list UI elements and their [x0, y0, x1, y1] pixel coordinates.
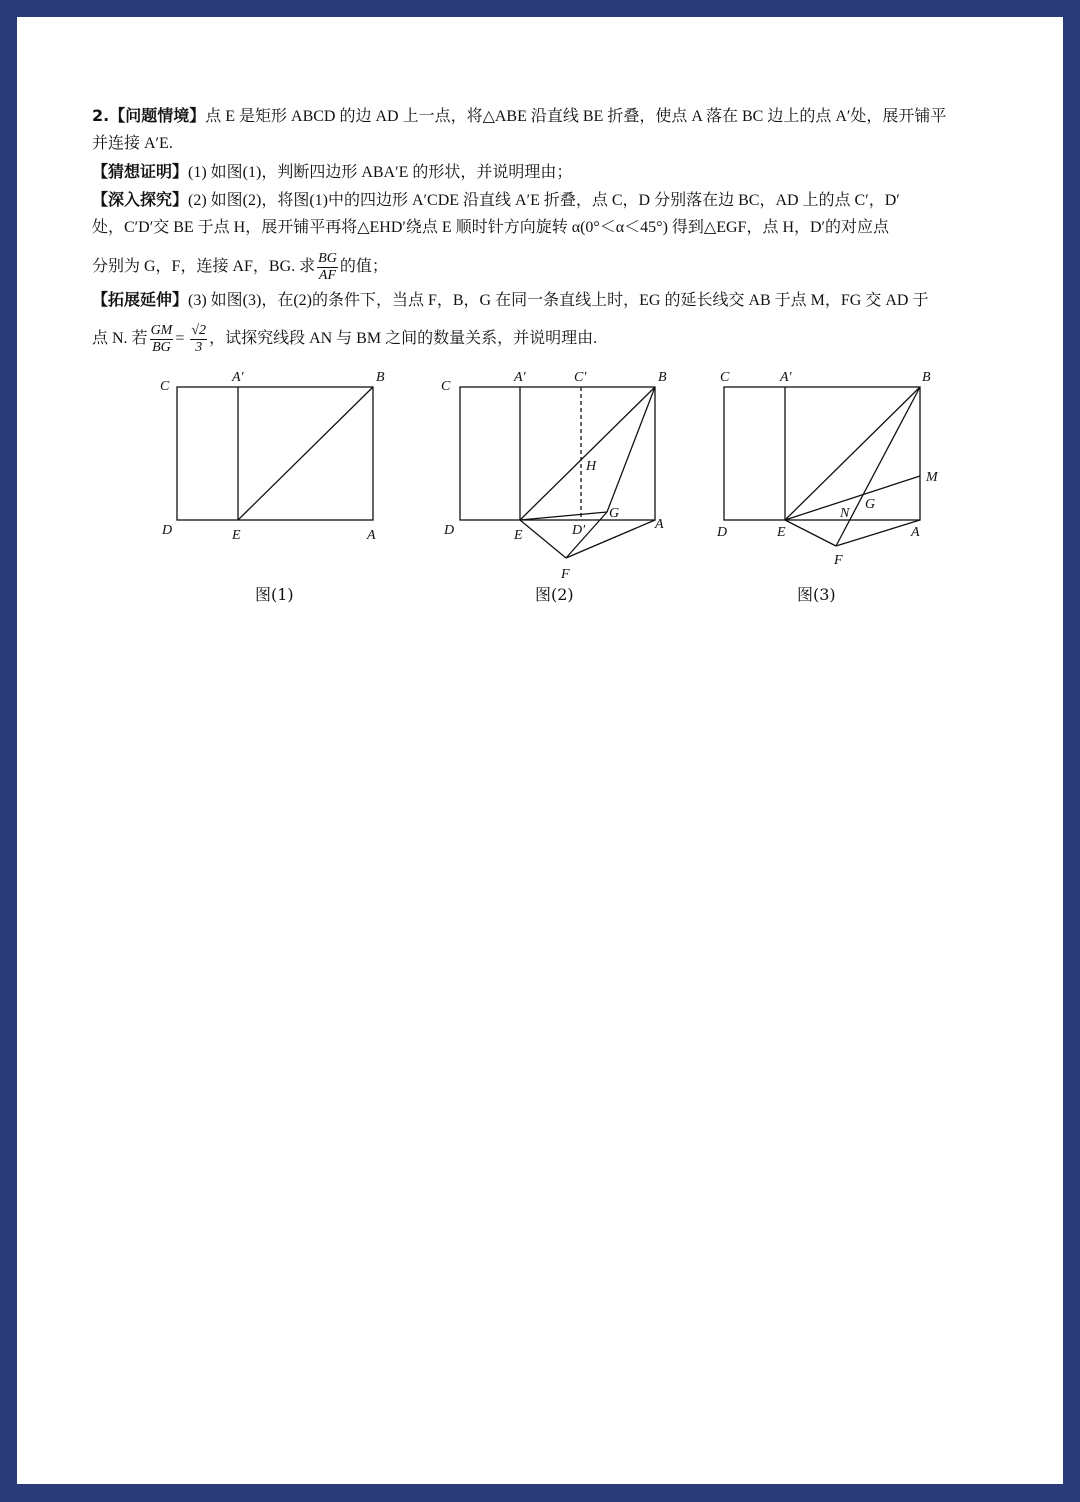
fig2-label-C: C	[441, 379, 451, 394]
figure-3-labels	[716, 370, 939, 568]
fig2-label-F: F	[561, 567, 570, 582]
fig2-segment-eg	[520, 512, 607, 520]
figure-2	[460, 387, 655, 558]
fig3-label-E: E	[777, 525, 786, 540]
figure-1-labels	[160, 370, 385, 543]
figure-3-caption: 图(3)	[797, 585, 836, 604]
context-line-2: 并连接 A′E.	[92, 135, 173, 152]
explore-line-4: 的值；	[339, 258, 388, 275]
fig2-label-C1: C′	[574, 370, 587, 385]
fig2-label-D1: D′	[572, 523, 586, 538]
fig3-label-G: G	[865, 497, 876, 512]
fig1-label-A: A	[367, 528, 376, 543]
figure-3	[724, 387, 920, 546]
explore-line-3: 分别为 G，F，连接 AF，BG. 求	[92, 258, 316, 275]
context-line-1: 点 E 是矩形 ABCD 的边 AD 上一点，将△ABE 沿直线 BE 折叠，使点 A 落在 BC 边上的点 A′处，展开铺平	[205, 108, 947, 125]
fraction-sqrt2-3: $\frac{√2}{3}$	[191, 322, 207, 355]
fig2-label-D: D	[444, 523, 455, 538]
fig2-label-H: H	[586, 459, 597, 474]
extend-line-2: 点 N. 若	[92, 330, 148, 347]
section-tag-extend: 【拓展延伸】	[92, 290, 189, 309]
explore-line-2: 处，C′D′交 BE 于点 H，展开铺平再将△EHD′绕点 E 顺时针方向旋转 α(0°＜α＜45°) 得到△EGF，点 H，D′的对应点	[92, 219, 890, 236]
extend-line-3: ，试探究线段 AN 与 BM 之间的数量关系，并说明理由.	[209, 330, 598, 347]
fig2-label-A: A	[655, 517, 664, 532]
fig2-segment-ef	[520, 520, 566, 558]
fig3-segment-ef	[785, 520, 836, 546]
fig1-label-D: D	[162, 523, 173, 538]
figure-2-labels	[441, 370, 667, 582]
fig3-label-A1: A′	[780, 370, 792, 385]
fig1-label-A1: A′	[232, 370, 244, 385]
section-tag-explore: 【深入探究】	[92, 190, 189, 209]
fig2-label-E: E	[514, 528, 523, 543]
fig1-label-B: B	[376, 370, 385, 385]
fig3-segment-eb	[785, 387, 920, 520]
figure-2-caption: 图(2)	[535, 585, 574, 604]
figure-1-caption: 图(1)	[255, 585, 294, 604]
fig3-rectangle	[724, 387, 920, 520]
fig3-label-M: M	[926, 470, 938, 485]
fig2-label-G: G	[609, 506, 620, 521]
fig2-label-B: B	[658, 370, 667, 385]
problem-number: 2.	[92, 106, 110, 125]
fig3-label-D: D	[717, 525, 728, 540]
fig1-label-E: E	[232, 528, 241, 543]
fig3-label-B: B	[922, 370, 931, 385]
fig3-segment-fb	[836, 387, 920, 546]
fig3-label-F: F	[834, 553, 843, 568]
fig1-rectangle	[177, 387, 373, 520]
fig2-label-A1: A′	[514, 370, 526, 385]
section-tag-conjecture: 【猜想证明】	[92, 162, 189, 181]
fig3-label-A: A	[911, 525, 920, 540]
extend-line-1: (3) 如图(3)，在(2)的条件下，当点 F，B，G 在同一条直线上时，EG 的延长线交 AB 于点 M，FG 交 AD 于	[188, 292, 929, 309]
conjecture-line: (1) 如图(1)，判断四边形 ABA′E 的形状，并说明理由；	[188, 164, 573, 181]
fig1-label-C: C	[160, 379, 170, 394]
fig2-rectangle	[460, 387, 655, 520]
fraction-bg-af: $\frac{BG}{AF}$	[318, 250, 337, 283]
explore-line-1: (2) 如图(2)，将图(1)中的四边形 A′CDE 沿直线 A′E 折叠，点 C，D 分别落在边 BC，AD 上的点 C′，D′	[188, 192, 900, 209]
fig3-label-C: C	[720, 370, 730, 385]
fraction-gm-bg: $\frac{GM}{BG}$	[150, 322, 173, 355]
fig2-segment-eb	[520, 387, 655, 520]
fig1-segment-eb	[238, 387, 373, 520]
fig3-segment-fa	[836, 520, 920, 546]
section-tag-context: 【问题情境】	[109, 106, 206, 125]
fig2-segment-gb	[607, 387, 655, 512]
fig3-label-N: N	[840, 506, 850, 521]
equals-sign: =	[175, 330, 189, 347]
figure-1	[177, 387, 373, 520]
